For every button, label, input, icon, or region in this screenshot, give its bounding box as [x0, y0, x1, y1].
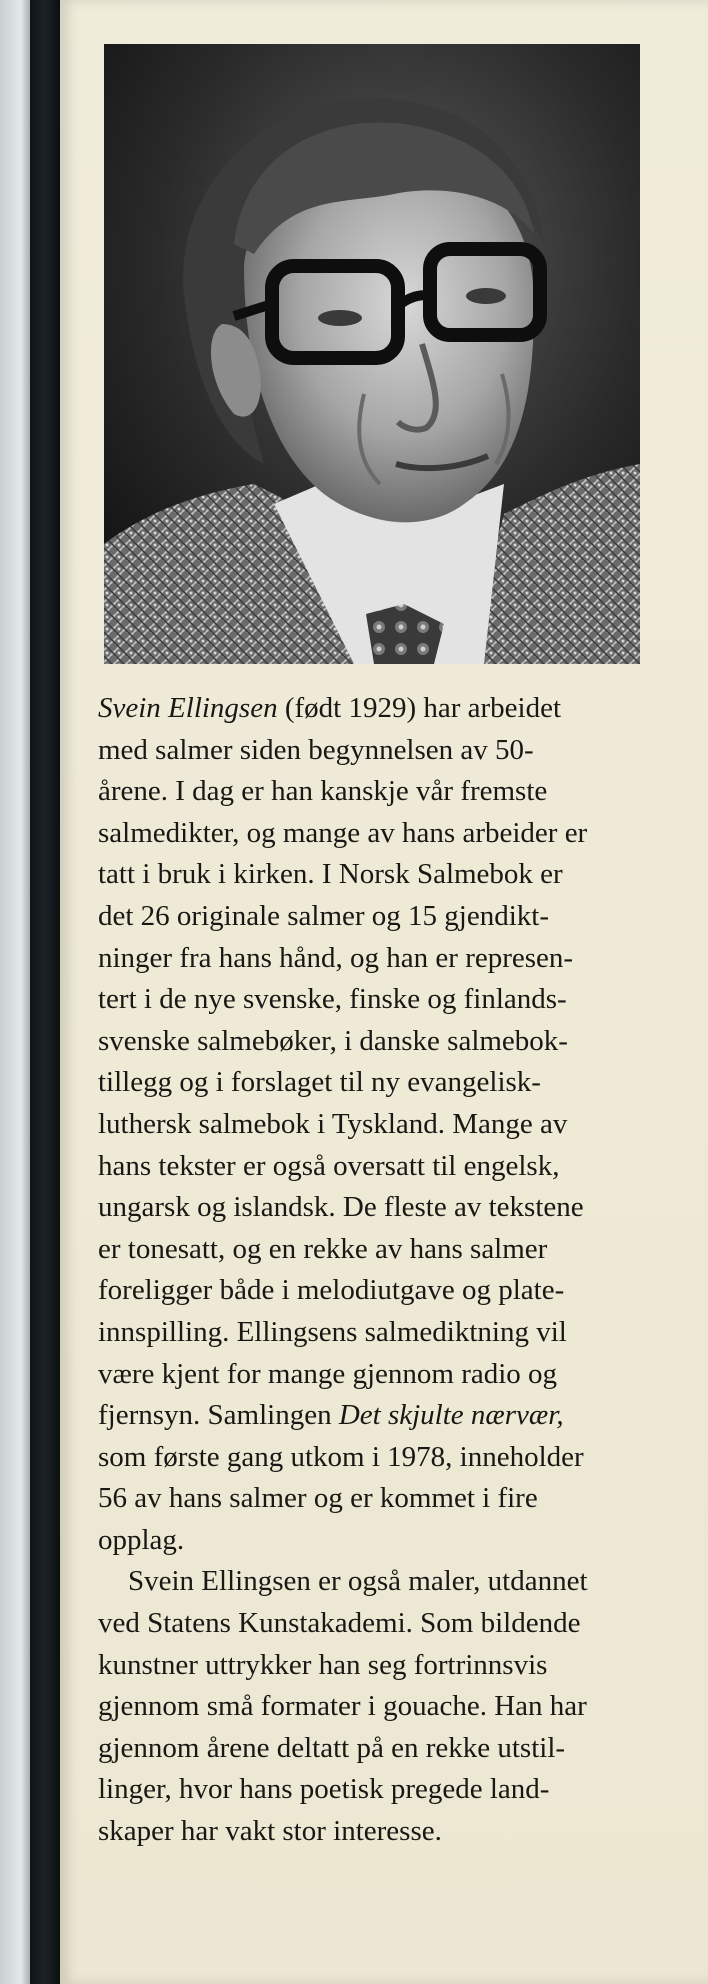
bio-line: linger, hvor hans poetisk pregede land-	[98, 1773, 550, 1806]
bio-line: ninger fra hans hånd, og han er represen-	[98, 941, 574, 974]
bio-line: kunstner uttrykker han seg fortrinnsvis	[98, 1648, 548, 1681]
bio-line: gjennom små formater i gouache. Han har	[98, 1690, 587, 1723]
bio-line: årene. I dag er han kanskje vår fremste	[98, 775, 548, 808]
bio-line: luthersk salmebok i Tyskland. Mange av	[98, 1107, 568, 1140]
book-spine	[30, 0, 60, 1984]
author-name: Svein Ellingsen	[98, 692, 278, 724]
page-edge	[0, 0, 30, 1984]
bio-line: er tonesatt, og en rekke av hans salmer	[98, 1232, 548, 1265]
bio-line: salmedikter, og mange av hans arbeider er	[98, 816, 588, 849]
bio-line: opplag.	[98, 1523, 185, 1556]
bio-line: det 26 originale salmer og 15 gjendikt-	[98, 899, 550, 932]
bio-line: med salmer siden begynnelsen av 50-	[98, 733, 534, 766]
bio-line: gjennom årene deltatt på en rekke utstil-	[98, 1731, 566, 1764]
bio-line: fjernsyn. Samlingen Det skjulte nærvær,	[98, 1399, 564, 1432]
bio-line: være kjent for mange gjennom radio og	[98, 1357, 558, 1390]
bio-line: 56 av hans salmer og er kommet i fire	[98, 1482, 538, 1515]
bio-line: Svein Ellingsen (født 1929) har arbeidet	[98, 692, 562, 724]
bio-line: skaper har vakt stor interesse.	[98, 1815, 442, 1848]
author-portrait-photo	[104, 44, 640, 664]
bio-line: foreligger både i melodiutgave og plate-	[98, 1274, 565, 1307]
author-biography	[98, 688, 680, 1853]
bio-line: svenske salmebøker, i danske salmebok-	[98, 1024, 568, 1057]
bio-line: tert i de nye svenske, finske og finlands-	[98, 983, 567, 1016]
bio-line: tatt i bruk i kirken. I Norsk Salmebok er	[98, 858, 563, 891]
book-title: Det skjulte nærvær,	[338, 1399, 564, 1432]
bio-line: hans tekster er også oversatt til engelsk,	[98, 1149, 560, 1182]
bio-line: tillegg og i forslaget til ny evangelisk-	[98, 1066, 541, 1099]
portrait-illustration	[104, 44, 640, 664]
bio-line: som første gang utkom i 1978, inneholder	[98, 1440, 584, 1473]
bio-line: Svein Ellingsen er også maler, utdannet	[128, 1565, 588, 1598]
bio-line: ved Statens Kunstakademi. Som bildende	[98, 1607, 581, 1640]
bio-line: ungarsk og islandsk. De fleste av tekstene	[98, 1191, 584, 1224]
bio-line: innspilling. Ellingsens salmediktning vil	[98, 1315, 567, 1348]
